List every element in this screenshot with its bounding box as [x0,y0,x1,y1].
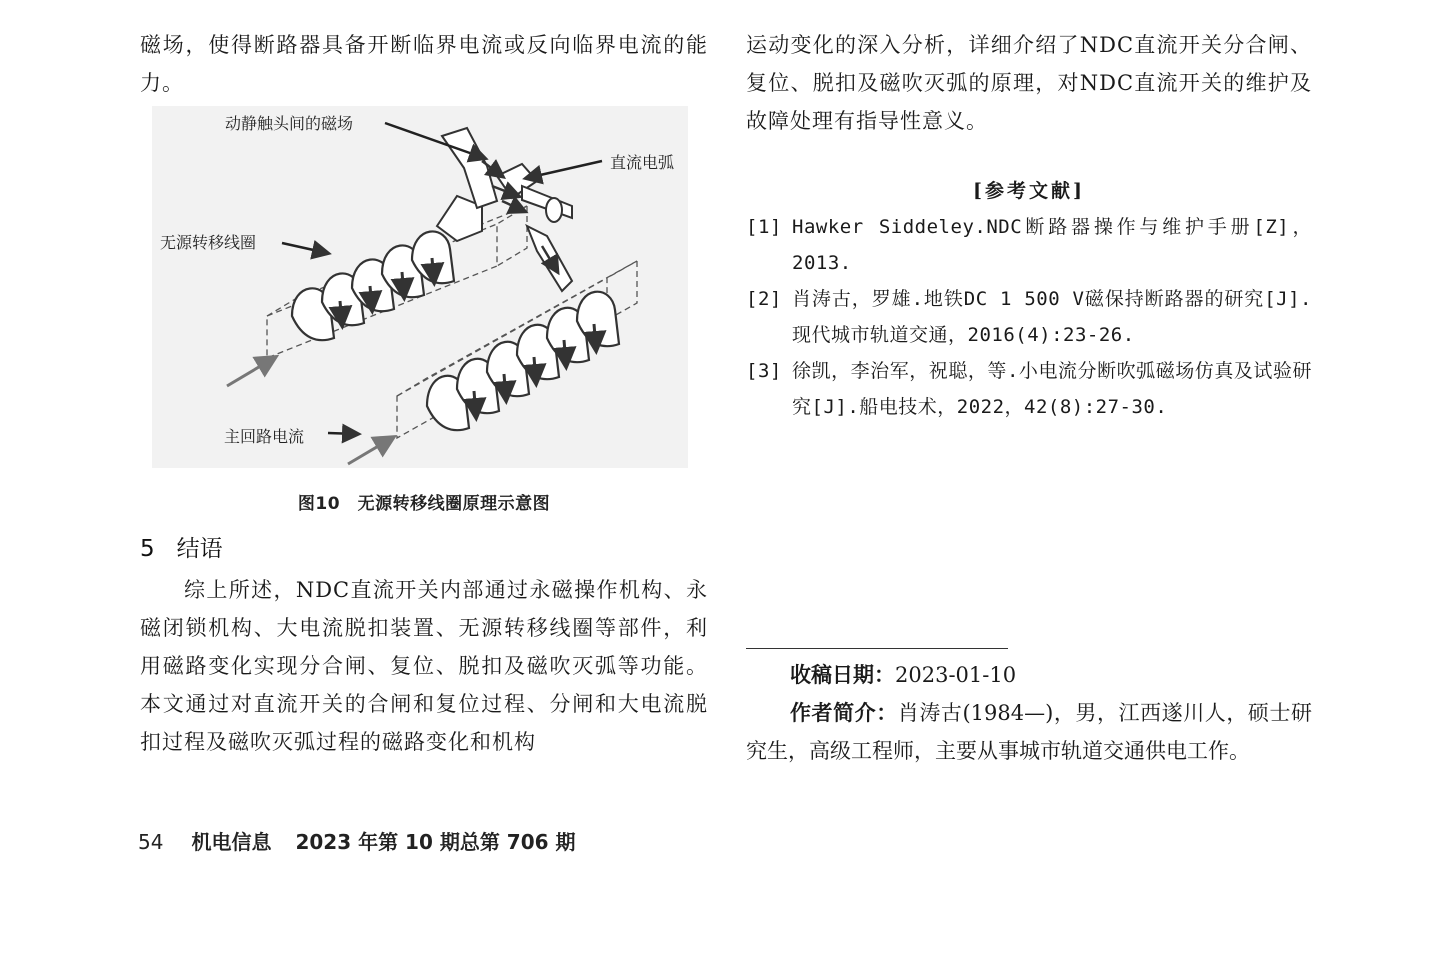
author-label: 作者简介： [790,701,898,725]
label-passive-coil: 无源转移线圈 [160,233,257,252]
journal-name: 机电信息 [191,830,272,854]
left-column [140,26,708,761]
figure-caption: 图10 无源转移线圈原理示意图 [297,494,551,514]
reference-item [746,281,1312,353]
label-contact-field: 动静触头间的磁场 [225,114,354,133]
reference-number: [1] [746,216,782,238]
reference-text: 徐凯，李治军，祝聪，等.小电流分断吹弧磁场仿真及试验研究[J].船电技术，2022，42(8):27-30. [792,360,1312,418]
lower-coil [427,292,619,430]
main-current-arrows [227,358,392,464]
received-value: 2023-01-10 [895,663,1017,687]
section-heading [140,530,708,563]
right-column [746,26,1312,786]
upper-coil [292,231,454,340]
contact-assembly [437,128,572,291]
reference-item [746,209,1312,281]
conclusion-paragraph: 综上所述，NDC直流开关内部通过永磁操作机构、永磁闭锁机构、大电流脱扣装置、无源转移线圈等部件，利用磁路变化实现分合闸、复位、脱扣及磁吹灭弧等功能。本文通过对直流开关的合闸和复位过程、分闸和大电流脱扣过程及磁吹灭弧过程的磁路变化和机构 [140,578,708,754]
reference-number: [3] [746,360,782,382]
references-heading: [参考文献] [973,180,1085,202]
reference-number: [2] [746,288,782,310]
label-main-current: 主回路电流 [224,427,305,446]
section-number: 5 [140,536,155,562]
footnote-divider [746,648,1008,649]
label-dc-arc: 直流电弧 [610,153,675,172]
page-footer [138,826,576,855]
reference-text: Hawker Siddeley.NDC断路器操作与维护手册[Z]，2013. [792,216,1312,274]
coil-diagram [152,106,688,468]
section-title-text: 结语 [176,536,223,562]
reference-text: 肖涛古，罗雄.地铁DC 1 500 V磁保持断路器的研究[J].现代城市轨道交通，2016(4):23-26. [792,288,1312,346]
intro-paragraph: 磁场，使得断路器具备开断临界电流或反向临界电流的能力。 [140,33,708,95]
issue-info: 2023 年第 10 期总第 706 期 [295,830,576,854]
page-number: 54 [138,830,164,854]
author-bio [746,694,1312,770]
references-list [746,209,1312,425]
reference-item [746,353,1312,425]
article-meta [746,656,1312,770]
figure-10 [152,106,688,468]
received-date [746,656,1312,694]
received-label: 收稿日期： [790,663,895,687]
continued-paragraph: 运动变化的深入分析，详细介绍了NDC直流开关分合闸、复位、脱扣及磁吹灭弧的原理，对NDC直流开关的维护及故障处理有指导性意义。 [746,33,1312,133]
author-value: 肖涛古(1984—)，男，江西遂川人，硕士研究生，高级工程师，主要从事城市轨道交通供电工作。 [746,701,1313,763]
